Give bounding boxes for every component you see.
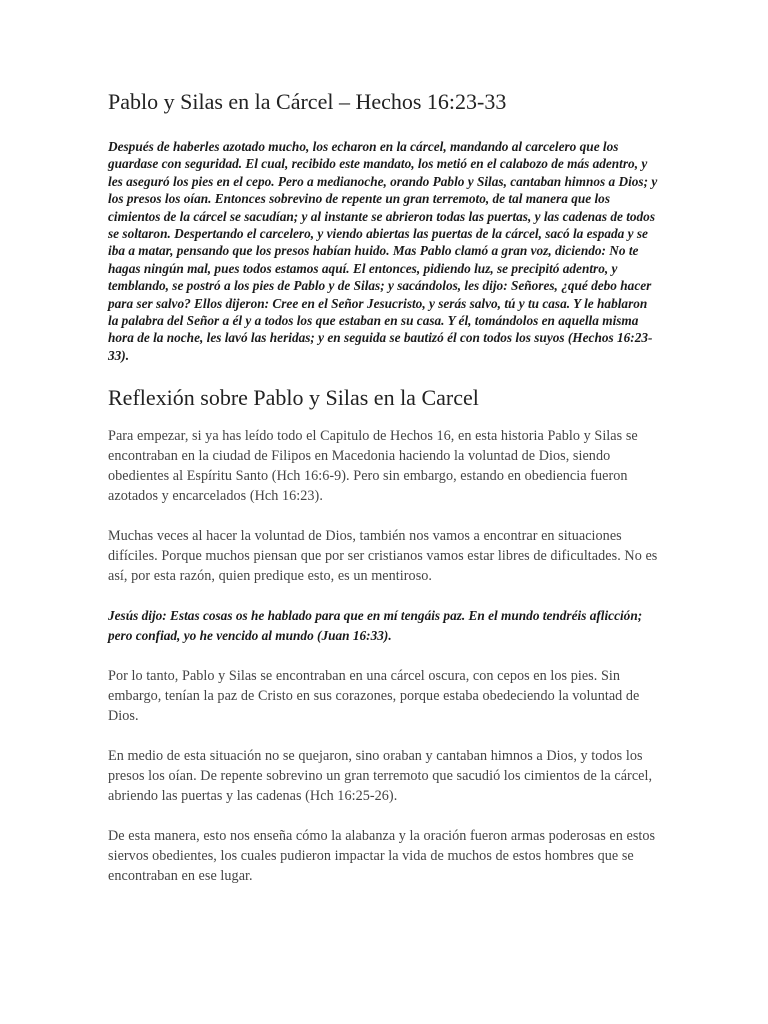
paragraph-3: Por lo tanto, Pablo y Silas se encontraban en una cárcel oscura, con cepos en los pies. Sin embargo, tenían la paz de Cristo en sus corazones, porque estaba obedeciendo la voluntad de Dios. [108, 668, 640, 725]
reflection-heading: Reflexión sobre Pablo y Silas en la Carcel [108, 385, 479, 411]
page-title: Pablo y Silas en la Cárcel – Hechos 16:23-33 [108, 89, 507, 114]
scripture-passage: Después de haberles azotado mucho, los echaron en la cárcel, mandando al carcelero que los guardase con seguridad. El cual, recibido este mandato, los metió en el calabozo de más adentro, y les aseguró los pies en el cepo. Pero a medianoche, orando Pablo y Silas, cantaban himnos a Dios; y los presos los oían. Entonces sobrevino de repente un gran terremoto, de tal manera que los cimientos de la cárcel se sacudían; y al instante se abrieron todas las puertas, y las cadenas de todos se soltaron. Despertando el carcelero, y viendo abiertas las puertas de la cárcel, sacó la espada y se iba a matar, pensando que los presos habían huido. Mas Pablo clamó a gran voz, diciendo: No te hagas ningún mal, pues todos estamos aquí. El entonces, pidiendo luz, se precipitó adentro, y temblando, se postró a los pies de Pablo y de Silas; y sacándolos, les dijo: Señores, ¿qué debo hacer para ser salvo? Ellos dijeron: Cree en el Señor Jesucristo, y serás salvo, tú y tu casa. Y le hablaron la palabra del Señor a él y a todos los que estaban en su casa. Y él, tomándolos en aquella misma hora de la noche, les lavó las heridas; y en seguida se bautizó él con todos los suyos (Hechos 16:23-33). [108, 139, 658, 363]
paragraph-2: Muchas veces al hacer la voluntad de Dios, también nos vamos a encontrar en situaciones difíciles. Porque muchos piensan que por ser cristianos vamos estar libres de dificultades. No es así, por esta razón, quien predique esto, es un mentiroso. [108, 528, 658, 585]
paragraph-5: De esta manera, esto nos enseña cómo la alabanza y la oración fueron armas poderosas en estos siervos obedientes, los cuales pudieron impactar la vida de muchos de estos hombres que se encontraban en ese lugar. [108, 828, 656, 885]
bible-quote: Jesús dijo: Estas cosas os he hablado para que en mí tengáis paz. En el mundo tendréis aflicción; pero confiad, yo he vencido al mundo (Juan 16:33). [108, 608, 643, 644]
paragraph-1: Para empezar, si ya has leído todo el Capitulo de Hechos 16, en esta historia Pablo y Silas se encontraban en la ciudad de Filipos en Macedonia haciendo la voluntad de Dios, siendo obedientes al Espíritu Santo (Hch 16:6-9). Pero sin embargo, estando en obediencia fueron azotados y encarcelados (Hch 16:23). [108, 428, 638, 505]
paragraph-4: En medio de esta situación no se quejaron, sino oraban y cantaban himnos a Dios, y todos los presos los oían. De repente sobrevino un gran terremoto que sacudió los cimientos de la cárcel, abriendo las puertas y las cadenas (Hch 16:25-26). [108, 748, 653, 805]
